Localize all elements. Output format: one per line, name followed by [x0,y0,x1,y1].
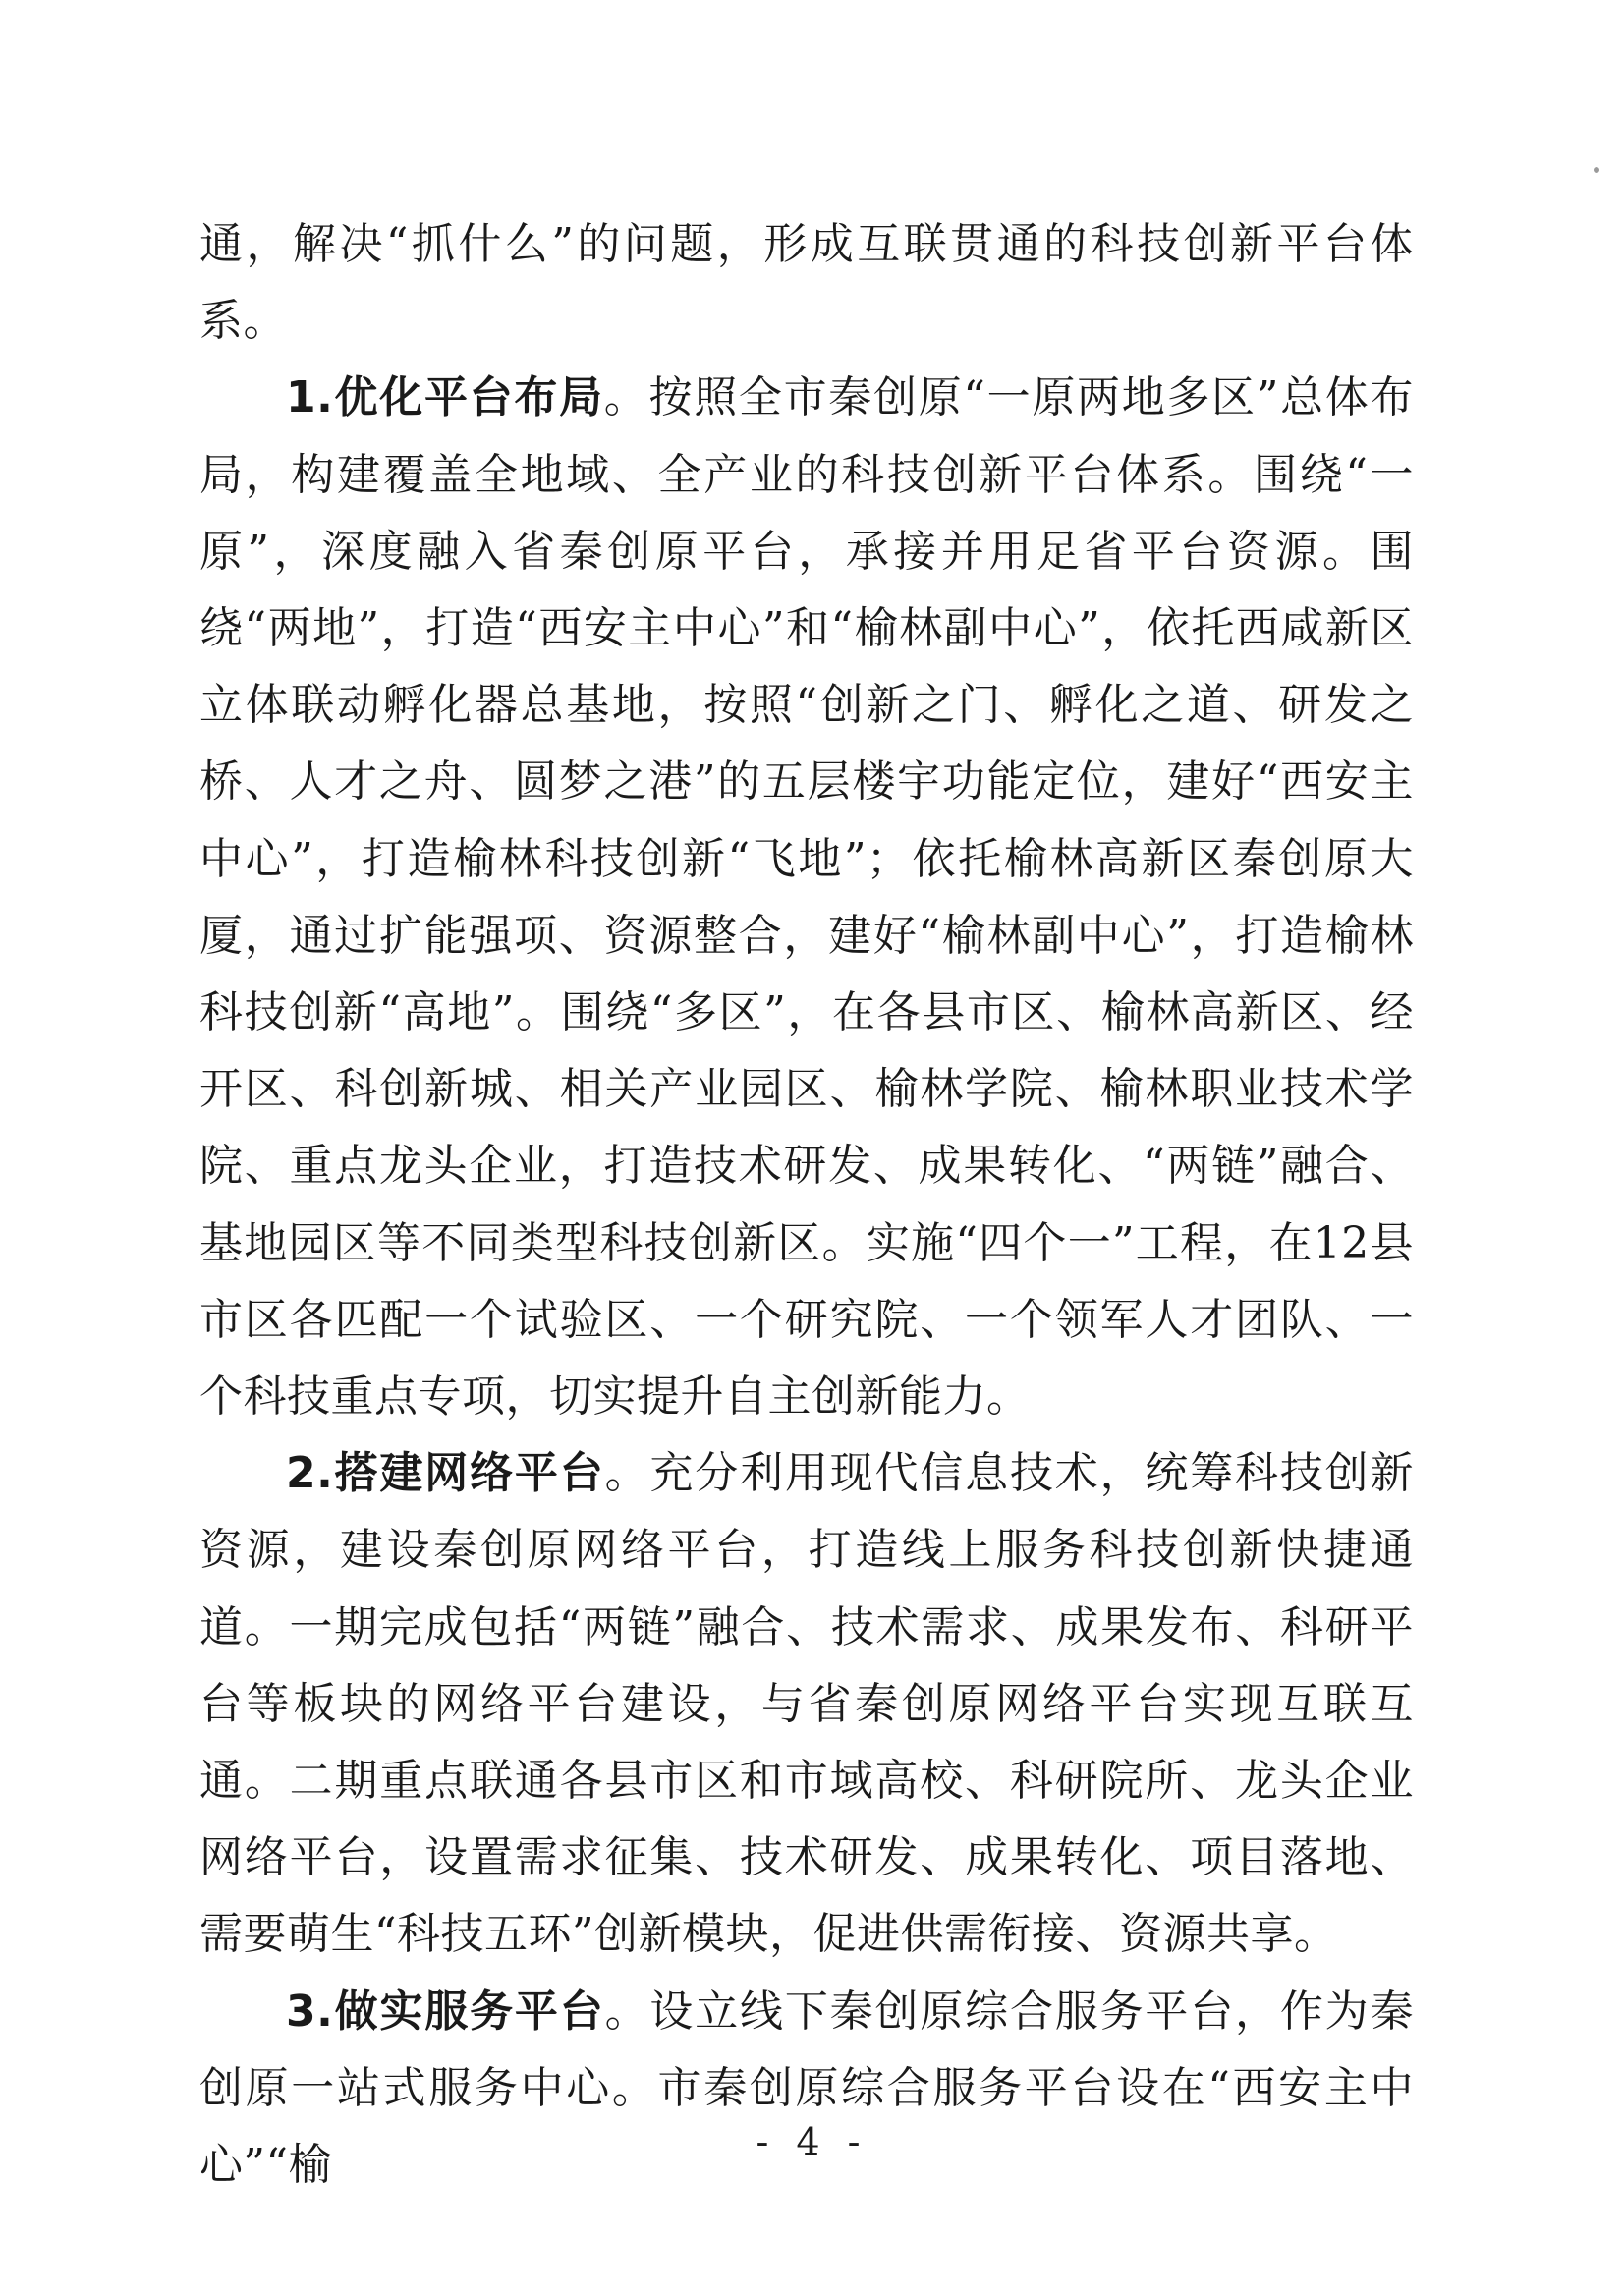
section-body: 。设立线下秦创原综合服务平台，作为秦创原一站式服务中心。市秦创原综合服务平台设在“西安主中心”“榆 [199,1986,1414,2191]
section-heading: 1.优化平台布局 [286,372,604,423]
scan-speck [1594,167,1599,173]
section-paragraph [199,360,1414,1435]
section-heading: 3.做实服务平台 [286,1986,605,2037]
section-heading: 2.搭建网络平台 [286,1448,605,1499]
intro-paragraph-text: 通，解决“抓什么”的问题，形成互联贯通的科技创新平台体系。 [199,219,1414,347]
section-body: 。按照全市秦创原“一原两地多区”总体布局，构建覆盖全地域、全产业的科技创新平台体系。围绕“一原”，深度融入省秦创原平台，承接并用足省平台资源。围绕“两地”，打造“西安主中心”和“榆林副中心”，依托西咸新区立体联动孵化器总基地，按照“创新之门、孵化之道、研发之桥、人才之舟、圆梦之港”的五层楼宇功能定位，建好“西安主中心”，打造榆林科技创新“飞地”；依托榆林高新区秦创原大厦，通过扩能强项、资源整合，建好“榆林副中心”，打造榆林科技创新“高地”。围绕“多区”，在各县市区、榆林高新区、经开区、科创新城、相关产业园区、榆林学院、榆林职业技术学院、重点龙头企业，打造技术研发、成果转化、“两链”融合、基地园区等不同类型科技创新区。实施“四个一”工程，在12县市区各匹配一个试验区、一个研究院、一个领军人才团队、一个科技重点专项，切实提升自主创新能力。 [199,372,1414,1423]
document-body [199,206,1414,2204]
page-number: - 4 - [756,2120,868,2163]
intro-paragraph [199,206,1414,360]
section-body: 。充分利用现代信息技术，统筹科技创新资源，建设秦创原网络平台，打造线上服务科技创新快捷通道。一期完成包括“两链”融合、技术需求、成果发布、科研平台等板块的网络平台建设，与省秦创原网络平台实现互联互通。二期重点联通各县市区和市域高校、科研院所、龙头企业网络平台，设置需求征集、技术研发、成果转化、项目落地、需要萌生“科技五环”创新模块，促进供需衔接、资源共享。 [199,1448,1414,1960]
section-paragraph [199,1974,1414,2205]
section-paragraph [199,1435,1414,1973]
